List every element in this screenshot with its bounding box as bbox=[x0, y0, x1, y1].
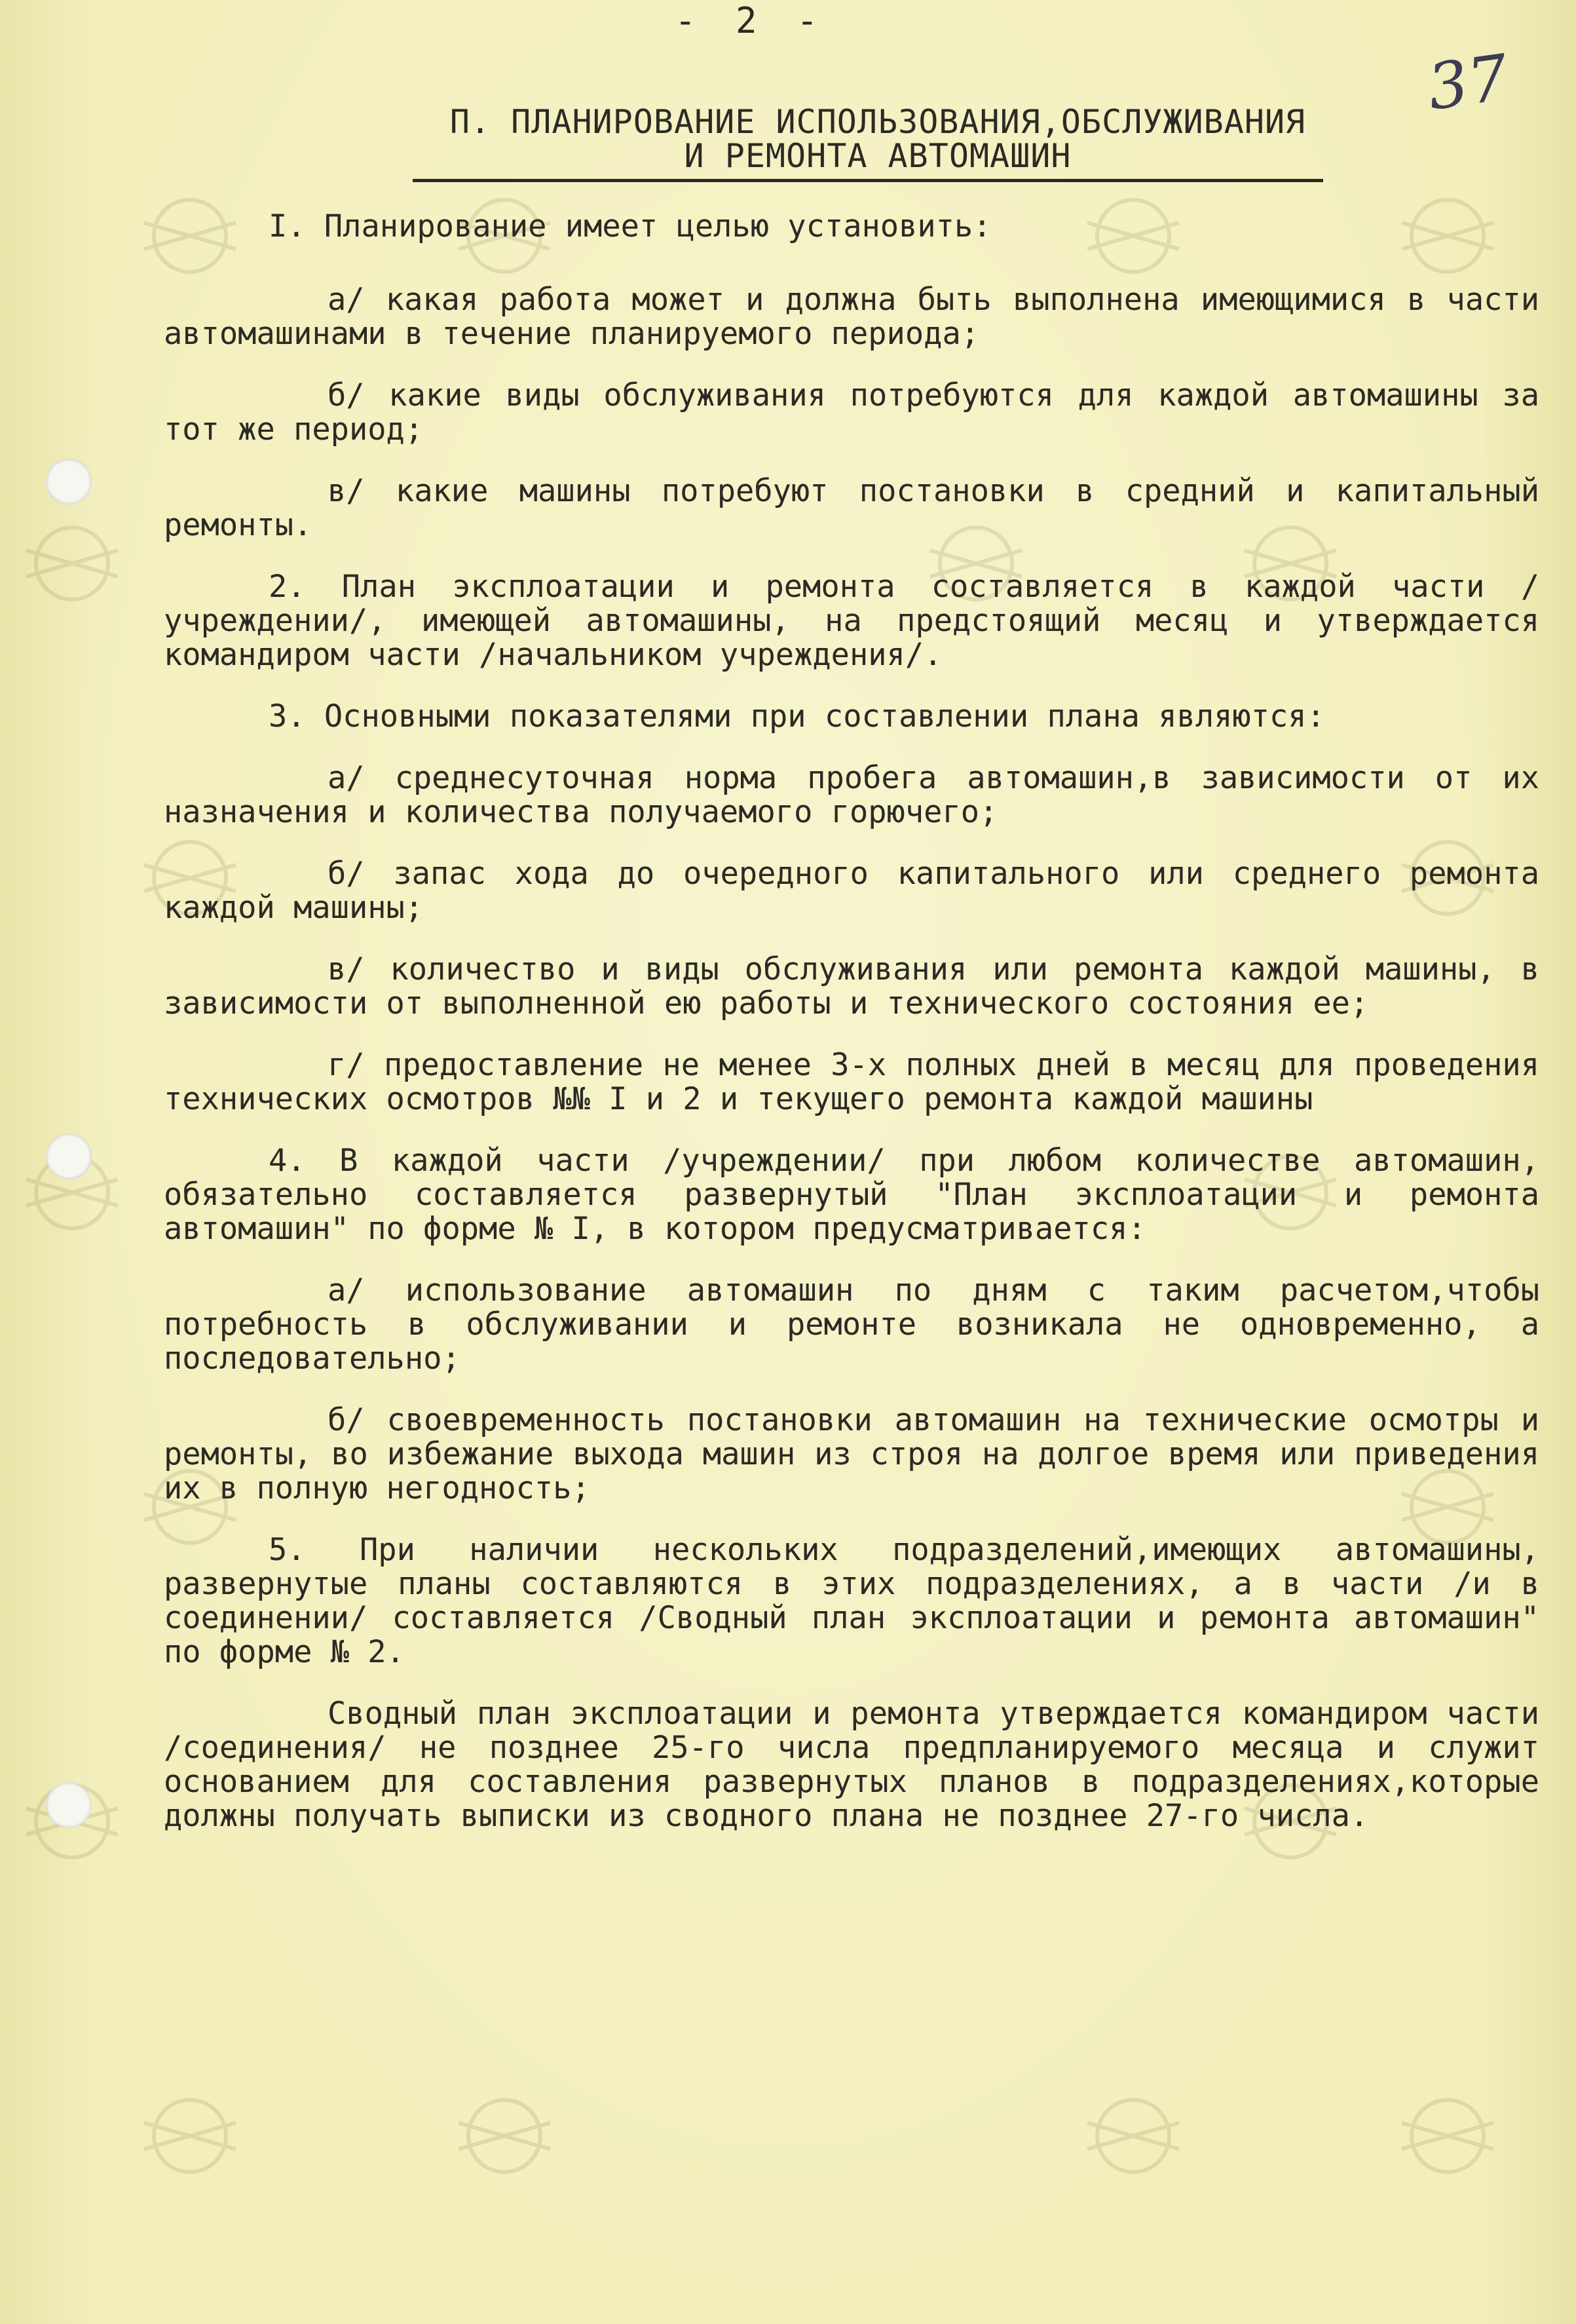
paragraph-4b: б/ своевременность постановки автомашин на технические осмотры и ремонты, во избежание выхода машин из строя на долгое время или приведения их в полную негодность; bbox=[164, 1402, 1539, 1506]
paragraph-3d: г/ предоставление не менее 3-х полных дней в месяц для проведения технических осмотров №№ I и 2 и текущего ремонта каждой машины bbox=[164, 1047, 1539, 1117]
paragraph-3: 3. Основными показателями при составлении плана являются: bbox=[269, 698, 1325, 734]
document-body bbox=[164, 210, 1539, 1833]
paragraph-1c: в/ какие машины потребуют постановки в средний и капитальный ремонты. bbox=[164, 473, 1539, 543]
emblem-watermark bbox=[1389, 2084, 1507, 2188]
paragraph-2: 2. План эксплоатации и ремонта составляется в каждой части /учреждении/, имеющей автомашины, на предстоящий месяц и утверждается командиром части /начальником учреждения/. bbox=[164, 569, 1539, 673]
paragraph-5-summary: Сводный план эксплоатации и ремонта утверждается командиром части /соединения/ не позднее 25-го числа предпланируемого месяца и служит основанием для составления развернутых планов в подразделениях,которые должны получать выписки из сводного плана не позднее 27-го числа. bbox=[164, 1696, 1539, 1834]
punch-hole bbox=[46, 1133, 92, 1179]
paragraph-1a: а/ какая работа может и должна быть выполнена имеющимися в части автомашинами в течение планируемого периода; bbox=[164, 282, 1539, 352]
title-underline bbox=[413, 179, 1323, 182]
punch-hole bbox=[46, 1782, 92, 1828]
section-title-line-1: П. ПЛАНИРОВАНИЕ ИСПОЛЬЗОВАНИЯ,ОБСЛУЖИВАНИЯ bbox=[449, 103, 1306, 141]
punch-hole bbox=[46, 459, 92, 505]
emblem-watermark bbox=[131, 2084, 249, 2188]
paragraph-3a: а/ среднесуточная норма пробега автомашин,в зависимости от их назначения и количества получаемого горючего; bbox=[164, 760, 1539, 830]
paragraph-3b: б/ запас хода до очередного капитального или среднего ремонта каждой машины; bbox=[164, 856, 1539, 926]
emblem-watermark bbox=[1074, 2084, 1192, 2188]
page-number: - 2 - bbox=[675, 0, 827, 41]
paragraph-4a: а/ использование автомашин по дням с таким расчетом,чтобы потребность в обслуживании и ремонте возникала не одновременно, а последовательно; bbox=[164, 1272, 1539, 1377]
section-title bbox=[393, 105, 1362, 173]
handwritten-folio-number: 37 bbox=[1423, 41, 1513, 124]
paragraph-1b: б/ какие виды обслуживания потребуются для каждой автомашины за тот же период; bbox=[164, 377, 1539, 448]
paragraph-3c: в/ количество и виды обслуживания или ремонта каждой машины, в зависимости от выполненной ею работы и технического состояния ее; bbox=[164, 951, 1539, 1021]
paragraph-5: 5. При наличии нескольких подразделений,имеющих автомашины, развернутые планы составляются в этих подразделениях, а в части /и в соединении/ составляется /Сводный план эксплоатации и ремонта автомашин" по форме № 2. bbox=[164, 1532, 1539, 1670]
emblem-watermark bbox=[13, 511, 131, 616]
section-title-line-2: И РЕМОНТА АВТОМАШИН bbox=[684, 137, 1072, 175]
paragraph-4: 4. В каждой части /учреждении/ при любом количестве автомашин, обязательно составляется развернутый "План эксплоатации и ремонта автомашин" по форме № I, в котором предусматривается: bbox=[164, 1143, 1539, 1247]
emblem-watermark bbox=[445, 2084, 563, 2188]
paragraph-1: I. Планирование имеет целью установить: bbox=[269, 208, 992, 244]
